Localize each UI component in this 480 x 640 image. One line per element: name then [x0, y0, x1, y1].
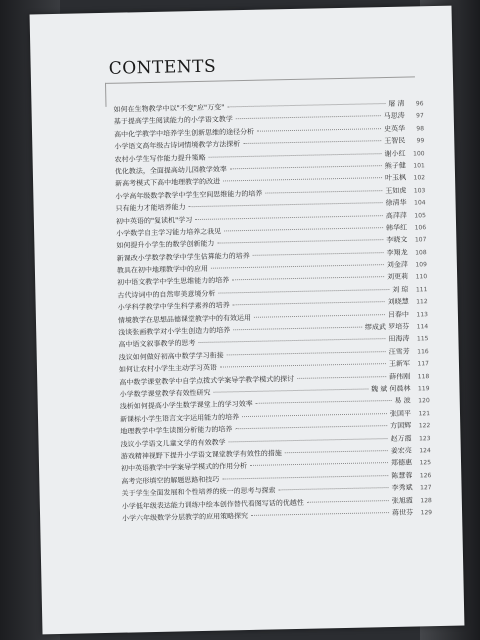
toc-entry-title: 初中英语的"复读机"学习: [115, 215, 193, 226]
toc-entry-page: 127: [420, 484, 432, 492]
table-of-contents: [113, 98, 432, 526]
toc-entry-author: 汪雪芳: [388, 347, 410, 356]
leader-dots: [229, 438, 388, 442]
toc-entry-page: 120: [418, 397, 430, 405]
toc-entry-title: 游戏精神视野下提升小学语文课堂教学有效性的措施: [120, 449, 282, 461]
toc-entry-author: 熊子健: [384, 161, 406, 171]
toc-entry-author: 刘更莉: [387, 273, 409, 282]
toc-entry-title: 小学数学自主学习能力培养之我见: [116, 227, 222, 238]
toc-entry-author: 李翔龙: [386, 248, 408, 257]
toc-entry-author: 赵万霞: [390, 434, 412, 443]
leader-dots: [209, 153, 382, 158]
toc-entry-page: 107: [414, 236, 427, 244]
leader-dots: [265, 190, 382, 193]
toc-entry-title: 新高考模式下高中地理教学的改进: [115, 177, 221, 189]
toc-entry-author: 易 波: [394, 396, 411, 406]
leader-dots: [189, 202, 383, 207]
leader-dots: [235, 425, 387, 429]
leader-dots: [230, 165, 382, 169]
leader-dots: [227, 351, 386, 355]
leader-dots: [217, 239, 383, 243]
toc-entry-author: 李晓文: [386, 235, 408, 245]
toc-entry-page: 122: [418, 422, 431, 430]
leader-dots: [253, 252, 384, 256]
toc-entry-author: 刘 琼: [392, 285, 409, 294]
toc-entry-page: 103: [413, 186, 426, 195]
toc-entry-page: 105: [414, 211, 426, 219]
toc-entry-author: 张旭霞: [391, 496, 413, 505]
leader-dots: [232, 277, 384, 281]
toc-entry-page: 101: [413, 162, 425, 170]
toc-entry-author: 韩华红: [386, 223, 408, 232]
leader-dots: [297, 376, 386, 379]
toc-entry-page: 126: [419, 471, 432, 480]
toc-entry-page: 112: [416, 298, 428, 306]
toc-entry-author: 刘晓慧: [387, 297, 409, 307]
toc-entry-title: 初中语文教学中学生思维能力的培养: [117, 276, 230, 288]
leader-dots: [236, 116, 381, 120]
toc-entry-page: 114: [416, 323, 429, 331]
contents-heading: CONTENTS: [108, 56, 217, 79]
toc-entry-author: 吕春中: [387, 310, 409, 319]
toc-entry-page: 116: [417, 348, 429, 356]
toc-entry-title: 如何提升小学生的数学创新能力: [116, 239, 215, 251]
toc-entry-page: 99: [416, 137, 425, 145]
toc-entry-title: 情境教学在思想品德课堂教学中的有效运用: [117, 313, 252, 325]
leader-dots: [198, 339, 385, 344]
toc-entry-author: 马思涛: [383, 112, 405, 121]
toc-entry-author: 张国平: [389, 409, 412, 418]
leader-dots: [213, 388, 368, 392]
toc-entry-page: 118: [417, 372, 430, 381]
toc-entry-title: 高中化学教学中培养学生创新思维的途径分析: [114, 127, 255, 139]
toc-entry-title: 农村小学生写作能力提升策略: [114, 153, 206, 164]
toc-entry-author: 李秀斌: [391, 483, 413, 493]
toc-entry-page: 124: [419, 447, 431, 455]
toc-entry-title: 小学六年级数学分层教学的应用策略探究: [122, 511, 249, 523]
leader-dots: [227, 103, 385, 107]
toc-entry-author: 叶玉枫: [384, 173, 407, 183]
toc-entry-page: 121: [418, 409, 431, 418]
leader-dots: [251, 512, 389, 516]
leader-dots: [256, 400, 392, 404]
leader-dots: [218, 289, 389, 294]
toc-entry-title: 浅析如何提高小学生数学课堂上的学习效率: [119, 400, 253, 412]
toc-entry-page: 104: [414, 199, 426, 207]
leader-dots: [257, 128, 381, 132]
toc-entry-author: 蒋世芬: [391, 508, 414, 517]
toc-entry-page: 113: [416, 310, 428, 319]
toc-entry-author: 郑德惠: [390, 458, 413, 468]
toc-entry-page: 117: [417, 360, 430, 368]
toc-entry-page: 108: [415, 248, 427, 257]
toc-entry-page: 123: [418, 434, 431, 442]
toc-entry-page: 100: [413, 149, 425, 158]
toc-entry-author: 王智民: [384, 136, 406, 146]
toc-entry-page: 119: [417, 385, 430, 393]
book-page: [30, 6, 465, 635]
leader-dots: [195, 215, 383, 220]
toc-entry-page: 115: [416, 335, 429, 343]
toc-entry-author: 田海涛: [388, 335, 410, 344]
toc-entry-title: 高中语文叙事教学的思考: [118, 339, 196, 350]
toc-entry-author: 屠 清: [388, 99, 405, 108]
toc-entry-author: 高萍萍: [385, 211, 407, 220]
leader-dots: [285, 450, 388, 453]
leader-dots: [254, 314, 385, 318]
toc-entry-page: 111: [415, 286, 428, 294]
toc-entry-title: 浅谈张画教学对小学生创造力的培养: [118, 326, 231, 337]
leader-dots: [211, 264, 384, 269]
toc-entry-author: 谢小红: [384, 149, 406, 158]
toc-entry-page: 96: [415, 100, 424, 108]
leader-dots: [307, 500, 389, 503]
toc-entry-title: 古代诗词中的自然审美意境分析: [117, 289, 216, 300]
leader-dots: [243, 140, 381, 144]
toc-entry-author: 缪成武 罗培芬: [364, 322, 410, 332]
toc-entry-title: 只有能力才能培养能力: [115, 203, 186, 213]
toc-entry-title: 小学高年级数学教学中学生空间思维能力的培养: [115, 189, 263, 201]
toc-entry-title: 关于学生全面发展和个性培养的统一的思考与探索: [121, 486, 276, 498]
leader-dots: [242, 413, 387, 417]
toc-entry-author: 陈慧蓉: [391, 471, 413, 480]
toc-entry-title: 如何在生物教学中以"不变"应"万变": [113, 103, 225, 114]
toc-entry-title: 小学低年级表达能力训练中绘本创作替代看图写话的优越性: [121, 498, 304, 511]
leader-dots: [220, 363, 386, 367]
leader-dots: [279, 487, 389, 490]
toc-entry-title: 小学语文高年级古诗词情境教学方法探析: [114, 140, 241, 151]
toc-entry-author: 薛伟刚: [389, 372, 411, 381]
toc-entry-title: 新课改小学数学教学中学生估算能力的培养: [116, 251, 250, 263]
toc-entry-title: 新课标小学生语言文字运用能力的培养: [119, 412, 240, 424]
toc-entry-author: 方国辉: [390, 421, 412, 431]
leader-dots: [250, 462, 388, 466]
toc-entry-title: 高考完形填空的解题思路和技巧: [121, 475, 220, 486]
heading-rule-vertical: [105, 83, 107, 107]
toc-entry-page: 129: [420, 509, 433, 517]
toc-entry-page: 128: [420, 496, 432, 504]
toc-entry-page: 102: [413, 174, 426, 182]
toc-entry-title: 基于提高学生阅读能力的小学语文教学: [113, 115, 233, 127]
leader-dots: [233, 301, 385, 305]
toc-entry-page: 97: [416, 112, 424, 120]
toc-entry-title: 小学数学课堂教学有效性研究: [119, 388, 211, 399]
leader-dots: [222, 475, 388, 479]
toc-entry-author: 王新军: [388, 359, 411, 369]
toc-entry-title: 优化教法，全面提高幼儿园教学效率: [114, 165, 227, 176]
toc-entry-title: 教具在初中地理教学中的应用: [116, 264, 209, 275]
toc-entry-page: 98: [416, 125, 425, 133]
toc-entry-title: 初中英语教学中学案导学模式的作用分析: [121, 462, 248, 473]
toc-entry-page: 109: [415, 261, 427, 269]
toc-entry-author: 姜宏亮: [390, 446, 412, 455]
toc-entry-author: 徐清华: [385, 198, 407, 208]
leader-dots: [233, 327, 362, 331]
toc-entry-page: 125: [419, 459, 432, 467]
toc-entry-title: 如何让农村小学生主动学习英语: [118, 363, 218, 374]
toc-entry-title: 地理教学中学生读图分析能力的培养: [120, 425, 233, 436]
leader-dots: [224, 227, 383, 231]
toc-entry-title: 浅议如何做好初高中数学学习衔接: [118, 351, 224, 362]
toc-entry-title: 高中数学课堂教学中自学点拨式学案导学教学模式的探讨: [119, 374, 295, 387]
toc-entry-title: 浅议小学语文儿童文学的有效教学: [120, 438, 226, 449]
toc-entry-title: 小学科学教学中学生科学素养的培养: [117, 301, 230, 312]
toc-entry-author: 史英华: [383, 124, 406, 133]
toc-entry-author: 刘金萍: [386, 260, 408, 270]
toc-entry-page: 106: [414, 224, 427, 232]
toc-entry-author: 魏 斌 何晨林: [370, 384, 411, 394]
toc-entry-author: 王如虎: [385, 186, 407, 195]
toc-entry-page: 110: [415, 273, 428, 281]
leader-dots: [223, 177, 382, 181]
